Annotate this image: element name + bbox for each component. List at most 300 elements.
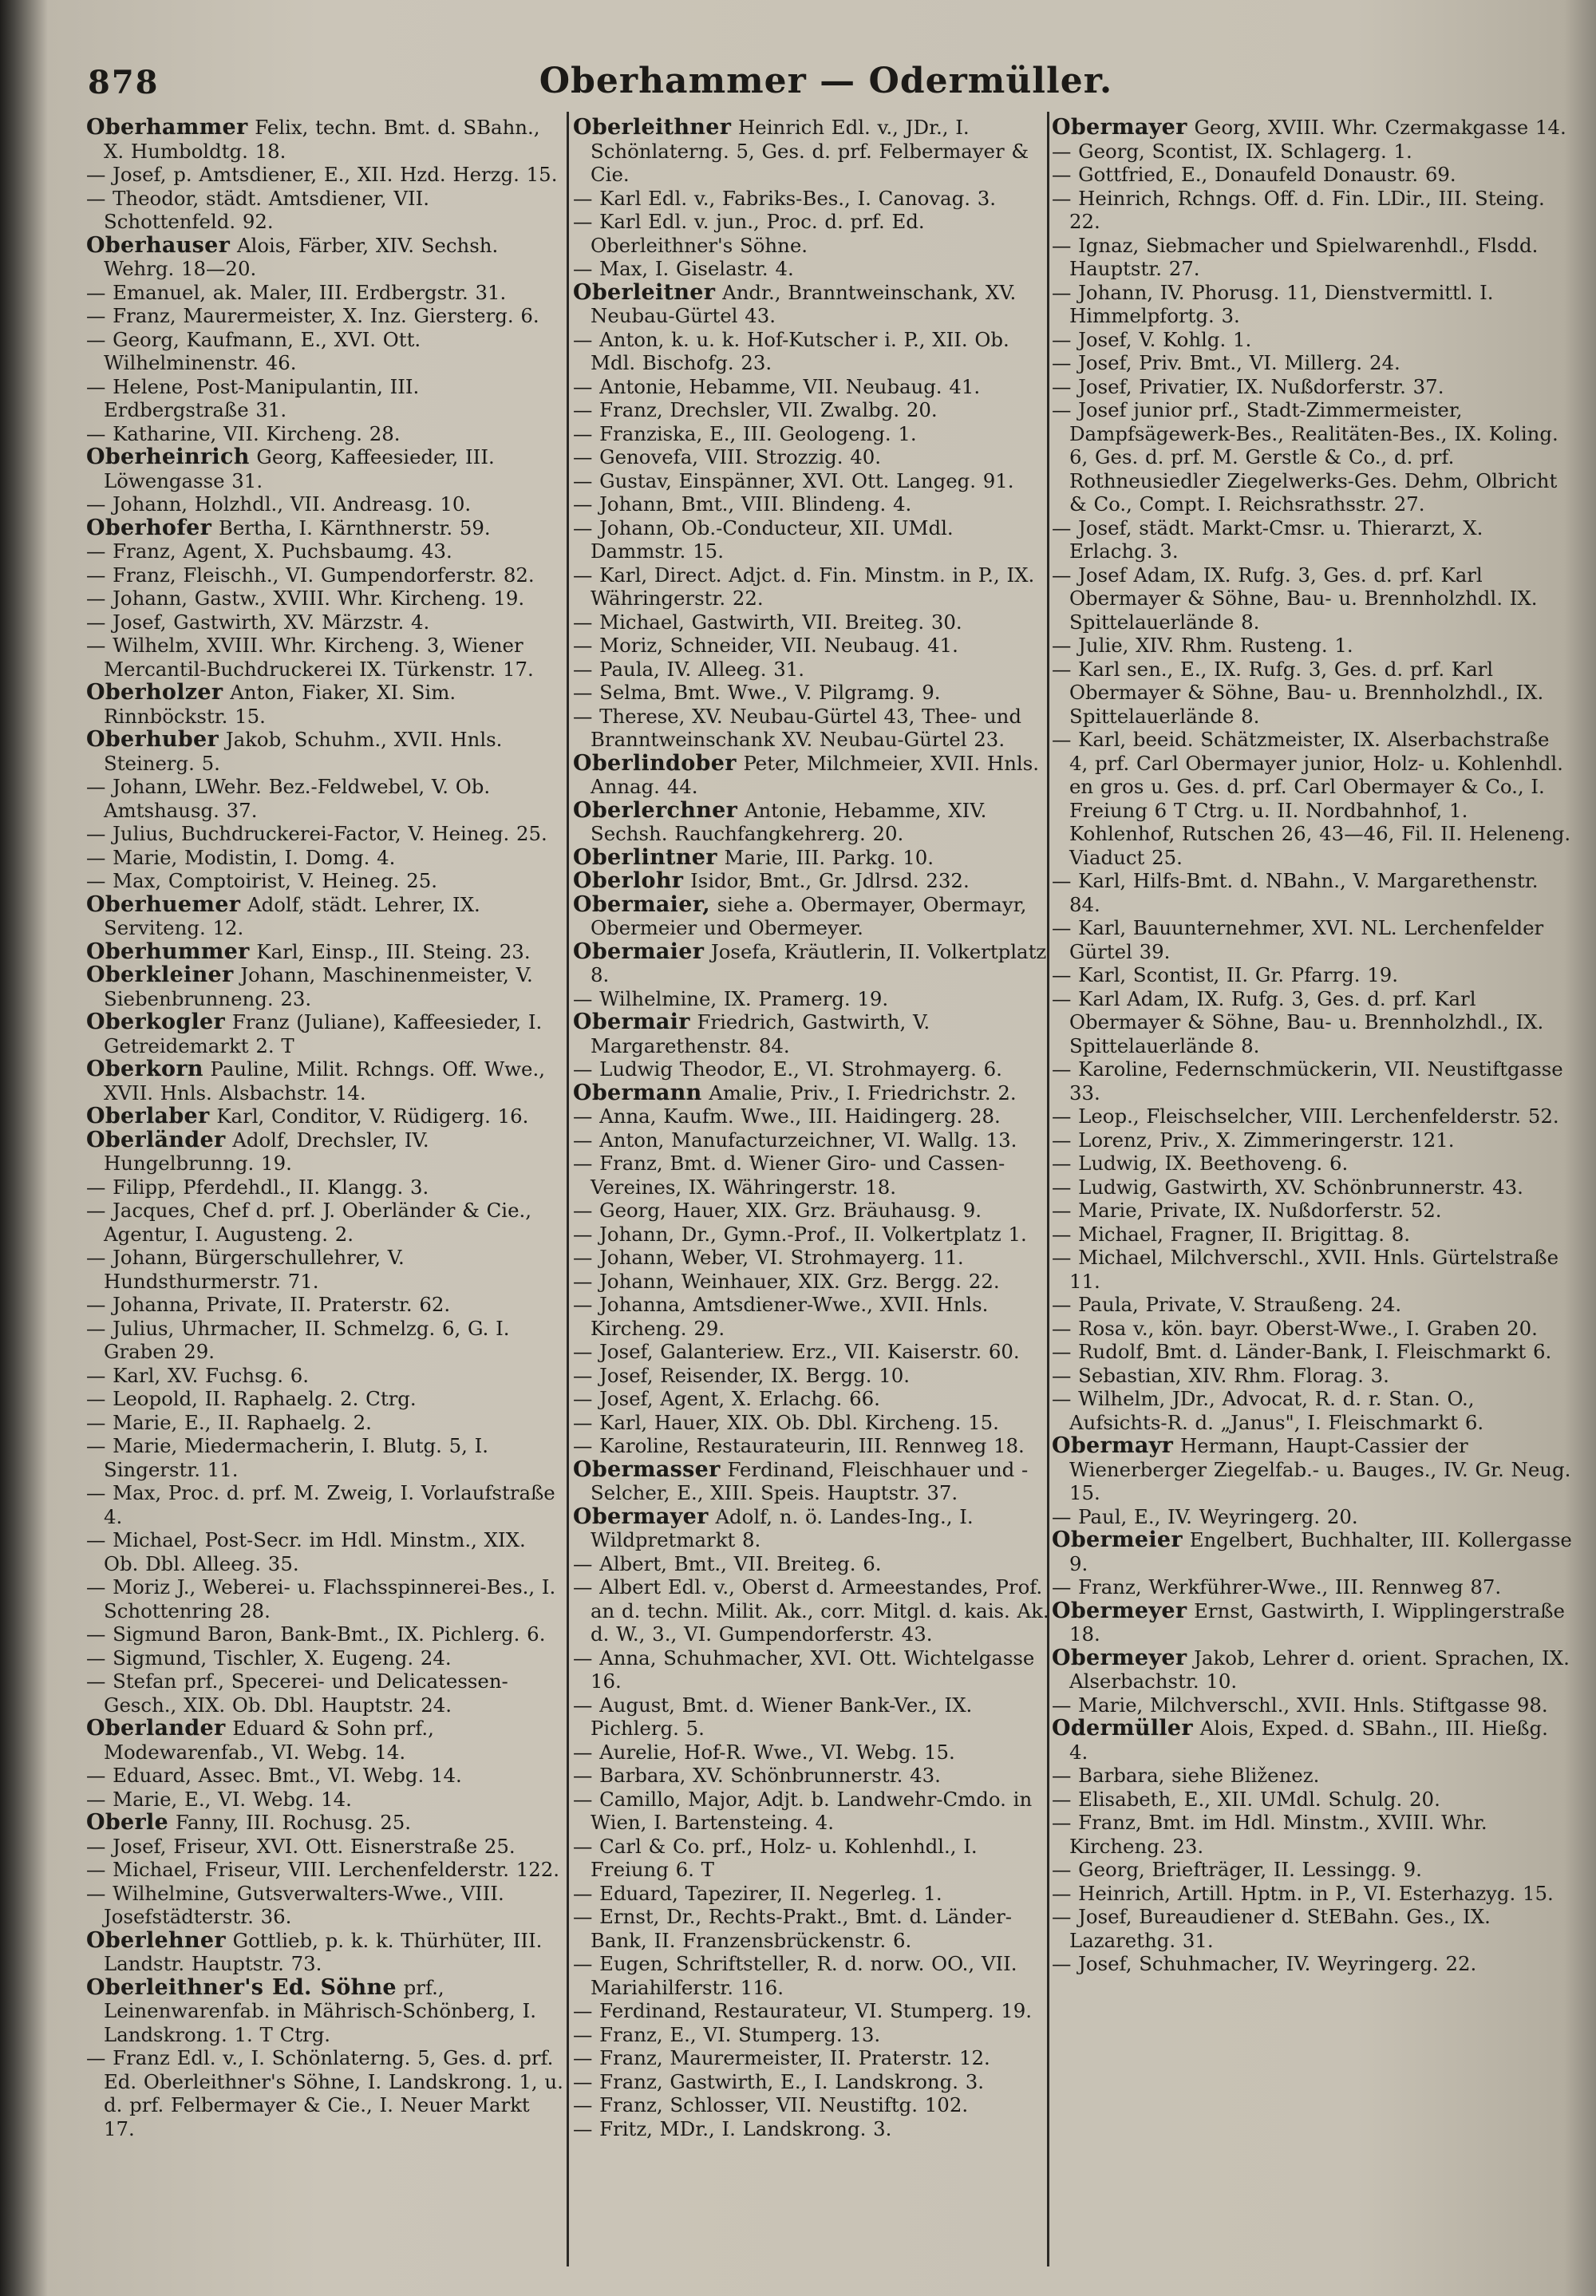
entry-text: — Karl, Hauer, XIX. Ob. Dbl. Kircheng. 15. — [573, 1410, 999, 1434]
entry-text: — Johann, Bmt., VIII. Blindeng. 4. — [573, 492, 912, 516]
entry-text: — Ferdinand, Restaurateur, VI. Stumperg. 19. — [573, 1999, 1033, 2022]
entry-surname: Oberlehner — [86, 1927, 226, 1953]
entry-text: — Johann, Bürgerschullehrer, V. Hundsthurmerstr. 71. — [86, 1246, 405, 1293]
directory-entry — [573, 1646, 1052, 1693]
directory-entry — [1052, 563, 1572, 634]
directory-entry — [573, 1152, 1052, 1199]
entry-text: — Marie, Private, IX. Nußdorferstr. 52. — [1052, 1199, 1442, 1222]
entry-text: — Michael, Fragner, II. Brigittag. 8. — [1052, 1222, 1411, 1246]
directory-columns — [86, 116, 1572, 2262]
entry-text: — Julius, Uhrmacher, II. Schmelzg. 6, G. I. Graben 29. — [86, 1316, 510, 1363]
directory-entry — [86, 445, 565, 492]
directory-entry — [1052, 516, 1572, 563]
directory-entry — [1052, 1882, 1572, 1906]
entry-text: — Barbara, siehe Bliženez. — [1052, 1764, 1320, 1787]
entry-text: — Anton, k. u. k. Hof-Kutscher i. P., XII. Ob. Mdl. Bischofg. 23. — [573, 327, 1009, 374]
directory-entry — [573, 1199, 1052, 1223]
entry-text: — Karl, Hilfs-Bmt. d. NBahn., V. Margarethenstr. 84. — [1052, 869, 1539, 916]
entry-surname: Oberlander — [86, 1716, 226, 1741]
entry-text: — Franz, Bmt. d. Wiener Giro- und Cassen-Vereines, IX. Währingerstr. 18. — [573, 1152, 1005, 1199]
directory-entry — [573, 2046, 1052, 2070]
entry-surname: Obermaier — [573, 939, 705, 964]
entry-text: — Therese, XV. Neubau-Gürtel 43, Thee- und Branntweinschank XV. Neubau-Gürtel 23. — [573, 704, 1021, 751]
entry-surname: Oberlindober — [573, 750, 737, 776]
entry-text: — Wilhelm, JDr., Advocat, R. d. r. Stan. O., Aufsichts-R. d. „Janus", I. Fleischmarkt 6. — [1052, 1387, 1484, 1434]
entry-surname: Oberholzer — [86, 680, 223, 705]
entry-text: — Julius, Buchdruckerei-Factor, V. Heineg. 25. — [86, 822, 547, 845]
directory-entry — [1052, 963, 1572, 987]
entry-text: Hermann, Haupt-Cassier der Wienerberger Ziegelfab.- u. Bauges., IV. Gr. Neug. 15. — [1069, 1434, 1571, 1504]
entry-surname: Oberhuber — [86, 727, 219, 752]
directory-entry — [573, 2070, 1052, 2094]
directory-entry — [573, 257, 1052, 281]
directory-entry — [86, 516, 565, 540]
entry-text: — Stefan prf., Specerei- und Delicatessen-Gesch., XIX. Ob. Dbl. Hauptstr. 24. — [86, 1670, 508, 1717]
entry-surname: Oberlintner — [573, 844, 717, 870]
directory-entry — [573, 1575, 1052, 1646]
entry-text: Antonie, Hebamme, XIV. Sechsh. Rauchfangkehrerg. 20. — [591, 798, 987, 845]
entry-text: Felix, techn. Bmt. d. SBahn., X. Humboldtg. 18. — [104, 116, 540, 163]
directory-entry — [1052, 987, 1572, 1058]
entry-text: — Marie, Modistin, I. Domg. 4. — [86, 845, 396, 869]
directory-entry — [1052, 116, 1572, 140]
directory-entry — [573, 375, 1052, 399]
entry-text: Johann, Maschinenmeister, V. Siebenbrunneng. 23. — [104, 963, 533, 1010]
entry-text: — Josef, Schuhmacher, IV. Weyringerg. 22. — [1052, 1952, 1477, 1975]
entry-text: Isidor, Bmt., Gr. Jdlrsd. 232. — [690, 869, 970, 892]
entry-text: — Josef, Galanteriew. Erz., VII. Kaiserstr. 60. — [573, 1340, 1020, 1363]
entry-surname: Oberländer — [86, 1127, 226, 1152]
entry-text: — Selma, Bmt. Wwe., V. Pilgramg. 9. — [573, 681, 941, 704]
entry-text: — Karl, beeid. Schätzmeister, IX. Alserbachstraße 4, prf. Carl Obermayer junior, Holz- u. Kohlenhdl. en gros u. Ges. d. prf. Carl Obermayer & Co., I. Freiung 6 T Ctrg. u. II. Nordbahnhof, 1. Kohlenhof, Rutschen 26, 43—46, Fil. II. Heleneng. Viaduct 25. — [1052, 728, 1571, 869]
directory-entry — [86, 1057, 565, 1105]
directory-entry — [573, 398, 1052, 422]
running-head: Oberhammer — Odermüller. — [539, 61, 1113, 101]
entry-surname: Oberhauser — [86, 232, 231, 258]
entry-text: — Marie, E., VI. Webg. 14. — [86, 1787, 352, 1811]
entry-text: — Ernst, Dr., Rechts-Prakt., Bmt. d. Länder-Bank, II. Franzensbrückenstr. 6. — [573, 1905, 1012, 1952]
directory-entry — [1052, 1387, 1572, 1434]
entry-text: — Paula, IV. Alleeg. 31. — [573, 657, 805, 681]
entry-text: Marie, III. Parkg. 10. — [724, 845, 934, 869]
entry-text: — Albert, Bmt., VII. Breiteg. 6. — [573, 1551, 882, 1575]
entry-surname: Odermüller — [1052, 1716, 1193, 1741]
directory-entry — [86, 1434, 565, 1481]
entry-text: — Albert Edl. v., Oberst d. Armeestandes, Prof. an d. techn. Milit. Ak., corr. Mitgl. d. kais. Ak. d. W., 3., VI. Gumpendorferstr. 43. — [573, 1575, 1049, 1646]
directory-entry — [86, 375, 565, 422]
directory-entry — [573, 987, 1052, 1011]
entry-text: Peter, Milchmeier, XVII. Hnls. Annag. 44. — [591, 751, 1039, 798]
directory-entry — [573, 799, 1052, 846]
entry-text: — Karl Adam, IX. Rufg. 3, Ges. d. prf. Karl Obermayer & Söhne, Bau- u. Brennholzhdl., IX. Spittelauerlände 8. — [1052, 986, 1544, 1057]
directory-entry — [86, 1929, 565, 1976]
entry-text: — Georg, Scontist, IX. Schlagerg. 1. — [1052, 139, 1412, 163]
directory-entry — [86, 1646, 565, 1670]
column-3 — [1052, 116, 1572, 2262]
directory-entry — [86, 1882, 565, 1929]
directory-entry — [86, 1670, 565, 1717]
directory-entry — [1052, 1575, 1572, 1599]
directory-entry — [573, 422, 1052, 446]
directory-entry — [86, 940, 565, 964]
directory-entry — [1052, 140, 1572, 164]
entry-text: — Moriz, Schneider, VII. Neubaug. 41. — [573, 634, 958, 657]
directory-entry — [86, 1105, 565, 1128]
entry-surname: Oberkogler — [86, 1010, 226, 1034]
directory-entry — [86, 1293, 565, 1317]
entry-text: — Georg, Kaufmann, E., XVI. Ott. Wilhelminenstr. 46. — [86, 327, 421, 374]
entry-text: — Eduard, Tapezirer, II. Negerleg. 1. — [573, 1881, 942, 1905]
entry-text: Adolf, städt. Lehrer, IX. Serviteng. 12. — [104, 892, 480, 939]
directory-entry — [86, 1976, 565, 2047]
directory-entry — [573, 116, 1052, 187]
directory-entry — [86, 1858, 565, 1882]
directory-entry — [86, 963, 565, 1010]
directory-entry — [573, 1458, 1052, 1505]
entry-text: — Rudolf, Bmt. d. Länder-Bank, I. Fleischmarkt 6. — [1052, 1340, 1552, 1363]
directory-entry — [573, 1952, 1052, 1999]
directory-entry — [573, 563, 1052, 611]
directory-entry — [86, 869, 565, 893]
directory-entry — [86, 1176, 565, 1199]
entry-text: — Theodor, städt. Amtsdiener, VII. Schottenfeld. 92. — [86, 186, 429, 233]
directory-entry — [1052, 658, 1572, 729]
entry-text: — Josef, Privatier, IX. Nußdorferstr. 37. — [1052, 374, 1444, 398]
directory-entry — [1052, 1952, 1572, 1976]
directory-entry — [573, 1010, 1052, 1057]
entry-text: — Anton, Manufacturzeichner, VI. Wallg. 13. — [573, 1128, 1017, 1152]
entry-text: — Johann, Gastw., XVIII. Whr. Kircheng. 19. — [86, 587, 525, 610]
directory-entry — [86, 611, 565, 634]
entry-text: — Josef, V. Kohlg. 1. — [1052, 327, 1252, 351]
directory-entry — [573, 210, 1052, 257]
directory-entry — [573, 2023, 1052, 2047]
entry-text: Bertha, I. Kärnthnerstr. 59. — [218, 516, 491, 539]
entry-text: — Josef, Reisender, IX. Bergg. 10. — [573, 1363, 911, 1387]
entry-text: — Jacques, Chef d. prf. J. Oberländer & Cie., Agentur, I. Augusteng. 2. — [86, 1199, 532, 1246]
directory-entry — [573, 1552, 1052, 1576]
directory-entry — [1052, 1599, 1572, 1646]
directory-entry — [573, 681, 1052, 705]
directory-entry — [1052, 281, 1572, 328]
directory-entry — [1052, 1176, 1572, 1199]
directory-entry — [86, 681, 565, 728]
entry-surname: Obermeier — [1052, 1527, 1183, 1552]
entry-text: siehe a. Obermayer, Obermayr, Obermeier und Obermeyer. — [591, 892, 1027, 939]
entry-text: — Leop., Fleischselcher, VIII. Lerchenfelderstr. 52. — [1052, 1105, 1559, 1128]
directory-entry — [1052, 187, 1572, 234]
page-header — [88, 57, 1564, 105]
entry-text: — Wilhelm, XVIII. Whr. Kircheng. 3, Wiener Mercantil-Buchdruckerei IX. Türkenstr. 17. — [86, 634, 534, 681]
entry-text: — Ignaz, Siebmacher und Spielwarenhdl., Flsdd. Hauptstr. 27. — [1052, 233, 1539, 280]
entry-text: — Ludwig, IX. Beethoveng. 6. — [1052, 1152, 1349, 1175]
entry-text: — Genovefa, VIII. Strozzig. 40. — [573, 445, 882, 468]
entry-text: — Josef junior prf., Stadt-Zimmermeister, Dampfsägewerk-Bes., Realitäten-Bes., IX. Koling. 6, Ges. d. prf. M. Gerstle & Co., d. prf. Rothneusiedler Ziegelwerks-Ges. Dehm, Olbricht & Co., Compt. I. Reichsrathsstr. 27. — [1052, 398, 1558, 516]
entry-surname: Oberhammer — [86, 116, 248, 140]
entry-text: — Josef, Friseur, XVI. Ott. Eisnerstraße 25. — [86, 1834, 516, 1858]
entry-text: — Franziska, E., III. Geologeng. 1. — [573, 421, 917, 445]
directory-entry — [86, 1364, 565, 1388]
directory-entry — [573, 869, 1052, 893]
directory-entry — [86, 563, 565, 587]
entry-text: — Gustav, Einspänner, XVI. Ott. Langeg. 91. — [573, 468, 1014, 492]
entry-surname: Obermayr — [1052, 1433, 1174, 1458]
entry-text: — Karl, Bauunternehmer, XVI. NL. Lerchenfelder Gürtel 39. — [1052, 916, 1544, 963]
entry-surname: Oberkorn — [86, 1057, 203, 1081]
entry-text: — Franz, Bmt. im Hdl. Minstm., XVIII. Whr. Kircheng. 23. — [1052, 1811, 1487, 1858]
entry-text: — Karl, Scontist, II. Gr. Pfarrg. 19. — [1052, 963, 1399, 986]
entry-text: — Helene, Post-Manipulantin, III. Erdbergstraße 31. — [86, 374, 420, 421]
directory-entry — [573, 611, 1052, 634]
entry-text: — Katharine, VII. Kircheng. 28. — [86, 421, 401, 445]
entry-text: — Johann, Weber, VI. Strohmayerg. 11. — [573, 1246, 964, 1269]
directory-entry — [1052, 1717, 1572, 1764]
directory-entry — [1052, 375, 1572, 399]
directory-entry — [573, 492, 1052, 516]
directory-entry — [1052, 1057, 1572, 1105]
entry-text: Friedrich, Gastwirth, V. Margarethenstr. 84. — [591, 1010, 930, 1057]
directory-entry — [1052, 728, 1572, 869]
entry-text: Alois, Färber, XIV. Sechsh. Wehrg. 18—20. — [104, 233, 499, 280]
entry-text: — Josef, Bureaudiener d. StEBahn. Ges., IX. Lazarethg. 31. — [1052, 1905, 1491, 1952]
directory-entry — [1052, 1317, 1572, 1341]
directory-entry — [1052, 1105, 1572, 1128]
directory-entry — [573, 1788, 1052, 1835]
directory-entry — [573, 445, 1052, 469]
entry-surname: Obermann — [573, 1080, 702, 1105]
entry-text: — Marie, Miedermacherin, I. Blutg. 5, I. Singerstr. 11. — [86, 1434, 489, 1481]
directory-entry — [86, 1246, 565, 1293]
directory-entry — [573, 1411, 1052, 1435]
directory-entry — [573, 1741, 1052, 1764]
entry-text: — Max, I. Giselastr. 4. — [573, 257, 794, 280]
entry-text: — Paula, Private, V. Straußeng. 24. — [1052, 1293, 1402, 1316]
entry-text: — Wilhelmine, Gutsverwalters-Wwe., VIII. Josefstädterstr. 36. — [86, 1881, 504, 1928]
entry-text: — Max, Comptoirist, V. Heineg. 25. — [86, 869, 437, 892]
entry-text: — Karl, XV. Fuchsg. 6. — [86, 1363, 310, 1387]
directory-entry — [573, 940, 1052, 987]
directory-entry — [573, 658, 1052, 682]
entry-text: — Franz, Gastwirth, E., I. Landskrong. 3. — [573, 2069, 985, 2093]
entry-text: — Franz, Agent, X. Puchsbaumg. 43. — [86, 539, 452, 563]
directory-entry — [1052, 1811, 1572, 1858]
directory-entry — [86, 846, 565, 870]
directory-entry — [1052, 1152, 1572, 1176]
directory-entry — [573, 1764, 1052, 1788]
entry-text: — Michael, Gastwirth, VII. Breiteg. 30. — [573, 610, 962, 634]
directory-entry — [1052, 234, 1572, 281]
entry-text: — Eugen, Schriftsteller, R. d. norw. OO., VII. Mariahilferstr. 116. — [573, 1952, 1017, 1999]
entry-text: — Aurelie, Hof-R. Wwe., VI. Webg. 15. — [573, 1740, 955, 1764]
entry-surname: Oberhofer — [86, 515, 212, 540]
entry-text: — Carl & Co. prf., Holz- u. Kohlenhdl., I. Freiung 6. T — [573, 1834, 978, 1881]
directory-entry — [1052, 1528, 1572, 1575]
directory-entry — [1052, 1246, 1572, 1293]
entry-text: — August, Bmt. d. Wiener Bank-Ver., IX. Pichlerg. 5. — [573, 1693, 973, 1740]
entry-text: — Max, Proc. d. prf. M. Zweig, I. Vorlaufstraße 4. — [86, 1481, 555, 1528]
entry-surname: Oberlaber — [86, 1104, 210, 1128]
directory-entry — [86, 492, 565, 516]
entry-text: Heinrich Edl. v., JDr., I. Schönlaterng. 5, Ges. d. prf. Felbermayer & Cie. — [591, 116, 1029, 186]
directory-entry — [86, 1411, 565, 1435]
entry-text: — Franz, Schlosser, VII. Neustiftg. 102. — [573, 2093, 969, 2116]
entry-text: — Franz, E., VI. Stumperg. 13. — [573, 2022, 881, 2046]
directory-entry — [86, 422, 565, 446]
entry-text: Franz (Juliane), Kaffeesieder, I. Getreidemarkt 2. T — [104, 1010, 543, 1057]
entry-surname: Oberlerchner — [573, 797, 738, 823]
entry-text: — Sigmund, Tischler, X. Eugeng. 24. — [86, 1646, 452, 1670]
entry-surname: Oberlohr — [573, 868, 684, 893]
directory-entry — [1052, 1646, 1572, 1693]
entry-text: — Elisabeth, E., XII. UMdl. Schulg. 20. — [1052, 1787, 1440, 1811]
entry-text: Ernst, Gastwirth, I. Wipplingerstraße 18. — [1069, 1599, 1565, 1646]
entry-text: Georg, Kaffeesieder, III. Löwengasse 31. — [104, 445, 495, 492]
entry-text: — Karl Edl. v., Fabriks-Bes., I. Canovag. 3. — [573, 186, 996, 210]
entry-text: — Marie, E., II. Raphaelg. 2. — [86, 1410, 372, 1434]
entry-text: — Heinrich, Rchngs. Off. d. Fin. LDir., III. Steing. 22. — [1052, 186, 1545, 233]
directory-entry — [573, 1340, 1052, 1364]
directory-entry — [86, 1788, 565, 1812]
entry-text: — Franz, Werkführer-Wwe., III. Rennweg 87. — [1052, 1575, 1502, 1599]
entry-surname: Obermayer — [1052, 116, 1187, 140]
entry-text: — Karl, Direct. Adjct. d. Fin. Minstm. in P., IX. Währingerstr. 22. — [573, 563, 1035, 610]
entry-text: Amalie, Priv., I. Friedrichstr. 2. — [709, 1081, 1017, 1105]
entry-text: — Ludwig, Gastwirth, XV. Schönbrunnerstr. 43. — [1052, 1175, 1523, 1199]
directory-entry — [86, 728, 565, 775]
directory-entry — [573, 752, 1052, 799]
entry-text: — Marie, Milchverschl., XVII. Hnls. Stiftgasse 98. — [1052, 1693, 1548, 1717]
entry-text: — Camillo, Major, Adjt. b. Landwehr-Cmdo. in Wien, I. Bartensteing. 4. — [573, 1787, 1033, 1834]
entry-text: Andr., Branntweinschank, XV. Neubau-Gürtel 43. — [591, 280, 1017, 327]
directory-entry — [86, 2046, 565, 2140]
entry-text: — Barbara, XV. Schönbrunnerstr. 43. — [573, 1764, 941, 1787]
entry-text: — Fritz, MDr., I. Landskrong. 3. — [573, 2116, 892, 2140]
entry-text: — Franz, Fleischh., VI. Gumpendorferstr. 82. — [86, 563, 535, 587]
entry-surname: Oberhuemer — [86, 891, 241, 917]
directory-entry — [573, 1105, 1052, 1128]
entry-text: — Johann, Dr., Gymn.-Prof., II. Volkertplatz 1. — [573, 1222, 1027, 1246]
directory-entry — [86, 234, 565, 281]
directory-entry — [86, 893, 565, 940]
entry-text: — Johanna, Private, II. Praterstr. 62. — [86, 1293, 451, 1316]
directory-entry — [573, 1128, 1052, 1152]
entry-surname: Oberle — [86, 1810, 169, 1835]
entry-text: — Anna, Schuhmacher, XVI. Ott. Wichtelgasse 16. — [573, 1646, 1035, 1693]
directory-entry — [1052, 1293, 1572, 1317]
entry-text: — Leopold, II. Raphaelg. 2. Ctrg. — [86, 1387, 417, 1410]
entry-text: Fanny, III. Rochusg. 25. — [175, 1811, 412, 1834]
directory-entry — [573, 2093, 1052, 2117]
entry-text: Josefa, Kräutlerin, II. Volkertplatz 8. — [591, 939, 1047, 986]
directory-entry — [1052, 328, 1572, 352]
entry-text: — Michael, Friseur, VIII. Lerchenfelderstr. 122. — [86, 1858, 560, 1881]
directory-entry — [1052, 916, 1572, 963]
entry-text: — Antonie, Hebamme, VII. Neubaug. 41. — [573, 374, 981, 398]
entry-text: Adolf, Drechsler, IV. Hungelbrunng. 19. — [104, 1128, 429, 1175]
directory-entry — [573, 1270, 1052, 1294]
directory-entry — [573, 2117, 1052, 2141]
directory-entry — [86, 1010, 565, 1057]
directory-entry — [573, 893, 1052, 940]
column-2 — [573, 116, 1052, 2262]
entry-text: — Julie, XIV. Rhm. Rusteng. 1. — [1052, 634, 1353, 657]
entry-text: — Karl Edl. v. jun., Proc. d. prf. Ed. Oberleithner's Söhne. — [573, 210, 925, 257]
entry-text: Engelbert, Buchhalter, III. Kollergasse 9. — [1069, 1528, 1572, 1575]
entry-text: — Filipp, Pferdehdl., II. Klangg. 3. — [86, 1175, 429, 1199]
directory-entry — [573, 1999, 1052, 2023]
directory-entry — [86, 304, 565, 328]
directory-entry — [573, 1081, 1052, 1105]
directory-entry — [86, 634, 565, 681]
directory-entry — [86, 1481, 565, 1528]
entry-text: Karl, Conditor, V. Rüdigerg. 16. — [216, 1105, 529, 1128]
entry-text: — Wilhelmine, IX. Pramerg. 19. — [573, 986, 889, 1010]
entry-surname: Obermaier, — [573, 891, 710, 917]
directory-entry — [86, 281, 565, 305]
directory-entry — [86, 163, 565, 187]
entry-surname: Oberhummer — [86, 939, 250, 964]
directory-entry — [1052, 1199, 1572, 1223]
entry-text: — Josef, Gastwirth, XV. Märzstr. 4. — [86, 610, 430, 634]
directory-entry — [573, 516, 1052, 563]
directory-entry — [86, 1717, 565, 1764]
entry-text: — Johann, Weinhauer, XIX. Grz. Bergg. 22. — [573, 1269, 1000, 1293]
directory-entry — [86, 1387, 565, 1411]
page-number: 878 — [88, 64, 160, 101]
entry-text: Karl, Einsp., III. Steing. 23. — [256, 939, 531, 963]
directory-entry — [86, 116, 565, 163]
directory-entry — [1052, 1905, 1572, 1952]
entry-text: — Emanuel, ak. Maler, III. Erdbergstr. 31. — [86, 280, 507, 304]
directory-entry — [573, 1505, 1052, 1552]
entry-surname: Oberleithner — [573, 116, 732, 140]
directory-entry — [573, 1057, 1052, 1081]
directory-entry — [573, 1835, 1052, 1882]
directory-entry — [573, 705, 1052, 752]
entry-text: Georg, XVIII. Whr. Czermakgasse 14. — [1194, 116, 1566, 139]
entry-text: — Franz, Drechsler, VII. Zwalbg. 20. — [573, 398, 938, 421]
directory-entry — [1052, 351, 1572, 375]
directory-entry — [573, 1223, 1052, 1247]
entry-text: Eduard & Sohn prf., Modewarenfab., VI. Webg. 14. — [104, 1717, 434, 1764]
entry-text: Jakob, Lehrer d. orient. Sprachen, IX. Alserbachstr. 10. — [1069, 1646, 1570, 1693]
directory-entry — [1052, 1340, 1572, 1364]
entry-text: — Georg, Hauer, XIX. Grz. Bräuhausg. 9. — [573, 1199, 982, 1222]
entry-text: — Franz, Maurermeister, X. Inz. Giersterg. 6. — [86, 304, 539, 327]
directory-entry — [1052, 1505, 1572, 1529]
entry-surname: Obermasser — [573, 1456, 721, 1482]
directory-entry — [1052, 1364, 1572, 1388]
directory-entry — [573, 1434, 1052, 1458]
entry-text: — Josef, p. Amtsdiener, E., XII. Hzd. Herzg. 15. — [86, 163, 558, 186]
directory-entry — [86, 1835, 565, 1859]
entry-surname: Oberheinrich — [86, 445, 250, 469]
entry-surname: Oberkleiner — [86, 962, 234, 987]
entry-text: — Michael, Milchverschl., XVII. Hnls. Gürtelstraße 11. — [1052, 1246, 1559, 1293]
entry-surname: Oberleithner's Ed. Söhne — [86, 1974, 397, 2000]
entry-text: — Johann, LWehr. Bez.-Feldwebel, V. Ob. Amtshausg. 37. — [86, 775, 491, 822]
directory-entry — [573, 1693, 1052, 1741]
entry-text: — Eduard, Assec. Bmt., VI. Webg. 14. — [86, 1764, 462, 1787]
directory-entry — [573, 328, 1052, 375]
entry-text: — Rosa v., kön. bayr. Oberst-Wwe., I. Graben 20. — [1052, 1316, 1538, 1340]
entry-text: — Gottfried, E., Donaufeld Donaustr. 69. — [1052, 163, 1456, 186]
entry-text: — Franz Edl. v., I. Schönlaterng. 5, Ges. d. prf. Ed. Oberleithner's Söhne, I. Landskrong. 1, u. d. prf. Felbermayer & Cie., I. Neuer Markt 17. — [86, 2046, 563, 2140]
entry-text: — Paul, E., IV. Weyringerg. 20. — [1052, 1504, 1358, 1528]
directory-entry — [573, 281, 1052, 328]
directory-entry — [86, 587, 565, 611]
directory-entry — [1052, 1693, 1572, 1717]
